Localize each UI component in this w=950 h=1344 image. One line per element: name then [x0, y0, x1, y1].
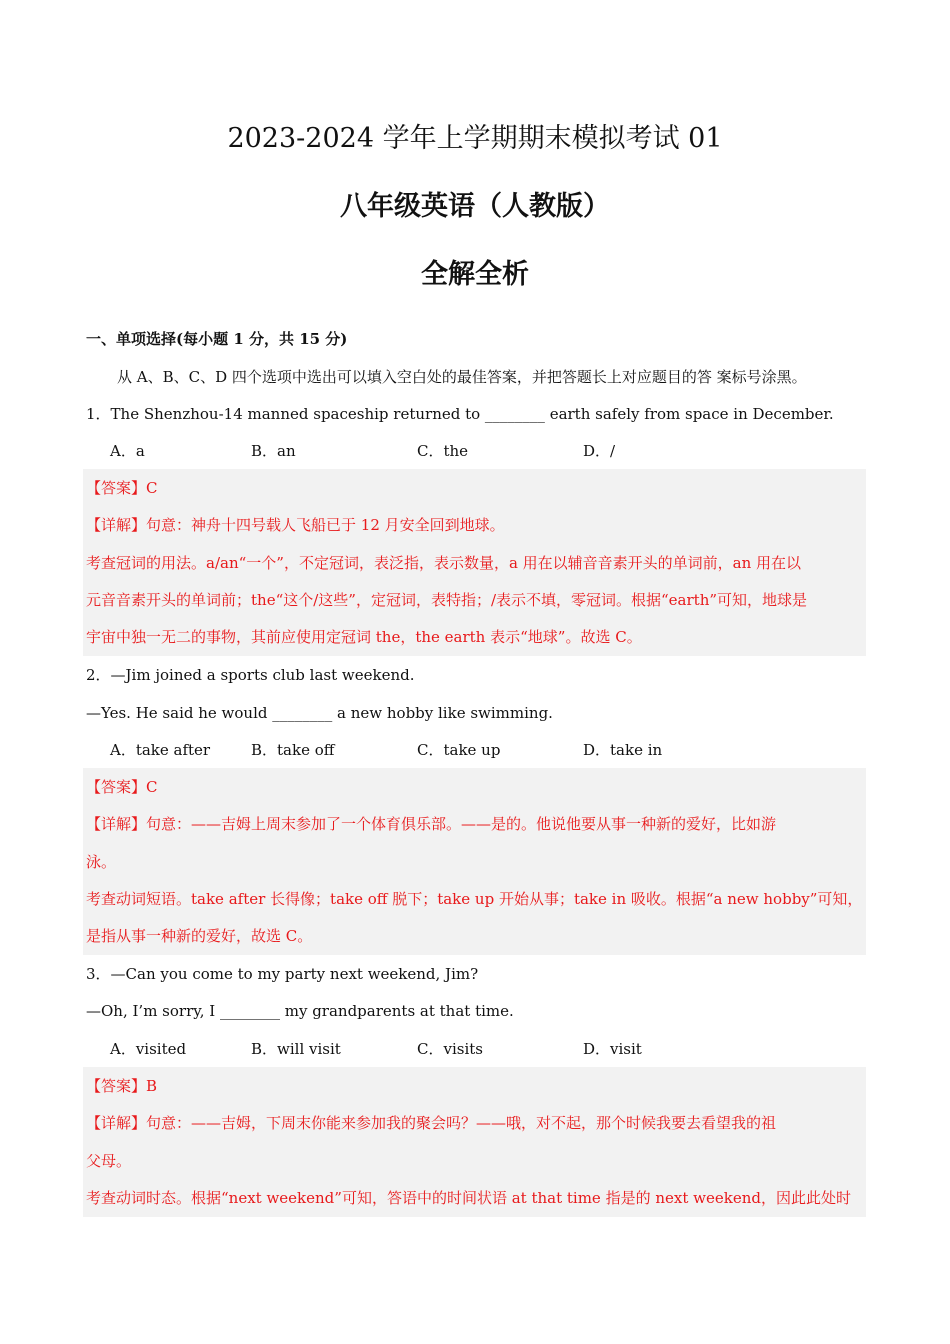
option-b: B．take off [251, 741, 335, 759]
explanation-line: 【详解】句意：——吉姆上周末参加了一个体育俱乐部。——是的。他说他要从事一种新的爱好，比如游 [86, 815, 777, 833]
answer-label: 【答案】B [86, 1077, 158, 1095]
option-c: C．the [417, 442, 469, 460]
explanation-line: 考查动词时态。根据“next weekend”可知，答语中的时间状语 at that time 指是的 next weekend，因此此处时 [86, 1189, 851, 1207]
explanation-line: 【详解】句意：神舟十四号载人飞船已于 12 月安全回到地球。 [86, 516, 505, 534]
answer-box-1 [83, 469, 866, 656]
answer-label: 【答案】C [86, 778, 158, 796]
question-2-stem-line-2: —Yes. He said he would ________ a new hobby like swimming. [86, 704, 553, 722]
explanation-line: 考查冠词的用法。a/an“一个”，不定冠词，表泛指，表示数量，a 用在以辅音音素开头的单词前，an 用在以 [86, 554, 802, 572]
explanation-line: 【详解】句意：——吉姆，下周末你能来参加我的聚会吗？——哦，对不起，那个时候我要去看望我的祖 [86, 1114, 777, 1132]
section-instruction: 从 A、B、C、D 四个选项中选出可以填入空白处的最佳答案，并把答题长上对应题目的答 案标号涂黑。 [117, 368, 807, 386]
section-heading: 一、单项选择(每小题 1 分，共 15 分) [86, 330, 348, 348]
option-a: A．take after [110, 741, 211, 759]
option-b: B．an [251, 442, 296, 460]
question-3-stem-line-2: —Oh, I’m sorry, I ________ my grandparents at that time. [86, 1002, 514, 1020]
document-title: 2023-2024 学年上学期期末模拟考试 01 [227, 123, 723, 154]
answer-box-3 [83, 1067, 866, 1217]
question-3-stem: 3．—Can you come to my party next weekend, Jim? [86, 965, 479, 983]
option-d: D．visit [583, 1040, 642, 1058]
option-d: D．/ [583, 442, 616, 460]
explanation-line: 宇宙中独一无二的事物，其前应使用定冠词 the，the earth 表示“地球”。故选 C。 [86, 628, 642, 646]
explanation-line: 是指从事一种新的爱好，故选 C。 [86, 927, 313, 945]
option-c: C．visits [417, 1040, 483, 1058]
explanation-line: 泳。 [86, 853, 117, 871]
option-d: D．take in [583, 741, 663, 759]
answer-label: 【答案】C [86, 479, 158, 497]
answer-box-2 [83, 768, 866, 955]
option-b: B．will visit [251, 1040, 341, 1058]
document-subtitle-2: 全解全析 [421, 259, 529, 290]
option-a: A．a [110, 442, 145, 460]
option-c: C．take up [417, 741, 501, 759]
explanation-line: 父母。 [86, 1152, 132, 1170]
option-a: A．visited [110, 1040, 187, 1058]
explanation-line: 元音音素开头的单词前；the“这个/这些”，定冠词，表特指；/表示不填，零冠词。根据“earth”可知，地球是 [86, 591, 808, 609]
explanation-line: 考查动词短语。take after 长得像；take off 脱下；take up 开始从事；take in 吸收。根据“a new hobby”可知， [86, 890, 863, 908]
question-2-stem: 2．—Jim joined a sports club last weekend. [86, 666, 415, 684]
document-subtitle: 八年级英语（人教版） [340, 191, 610, 222]
question-1-stem: 1．The Shenzhou-14 manned spaceship returned to ________ earth safely from space in December. [86, 405, 834, 423]
